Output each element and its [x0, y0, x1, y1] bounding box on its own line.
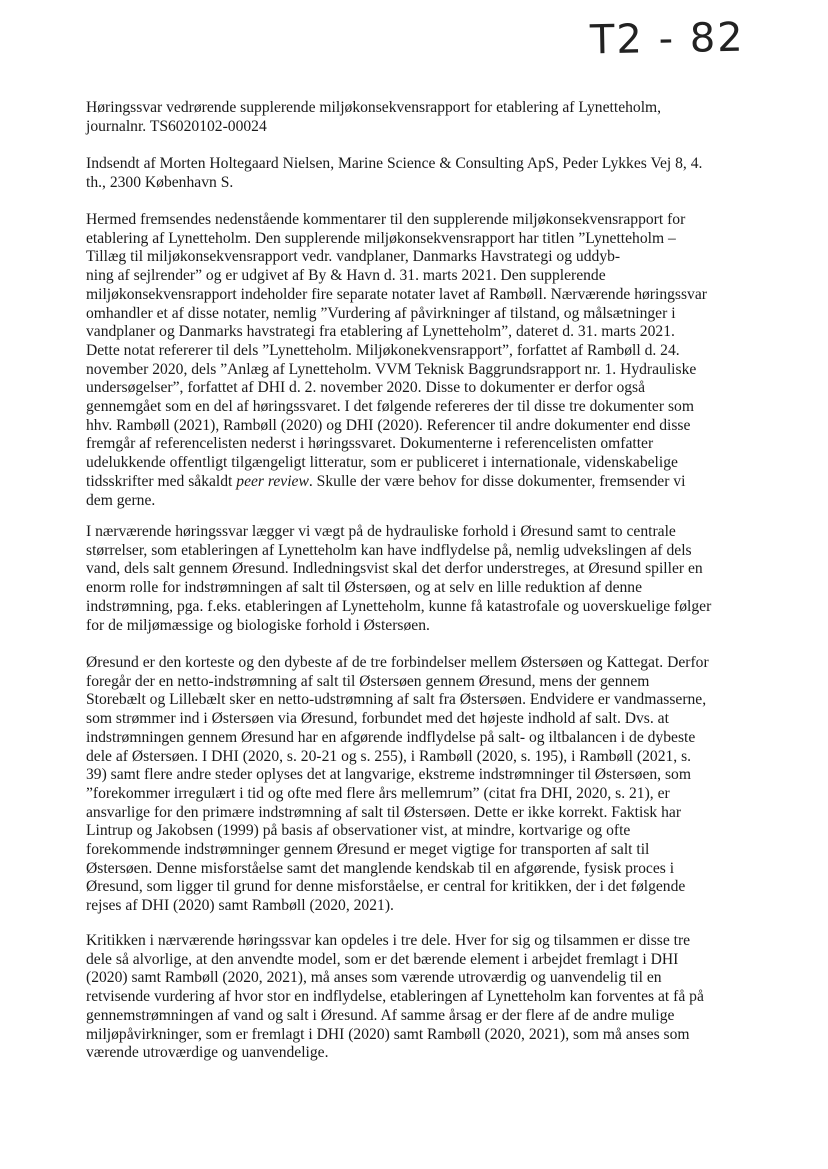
- title-block: [86, 99, 731, 136]
- text-line: Høringssvar vedrørende supplerende miljøkonsekvensrapport for etablering af Lynetteholm,: [86, 99, 662, 116]
- text-line: undersøgelser”, forfattet af DHI d. 2. november 2020. Disse to dokumenter er derfor også: [86, 379, 646, 397]
- text-line: dele så alvorlige, at den anvendte model, som er det bærende element i arbejdet fremlagt i DHI: [86, 950, 679, 968]
- text-line: th., 2300 København S.: [86, 173, 234, 191]
- text-line: Lintrup og Jakobsen (1999) på basis af observationer vist, at mindre, kortvarige og ofte: [86, 822, 631, 840]
- text-line: fremgår af referencelisten nederst i høringssvaret. Dokumenterne i referencelisten omfatter: [86, 435, 654, 453]
- text-line: gennemgået som en del af høringssvaret. I det følgende refereres der til disse tre dokumenter som: [86, 398, 694, 416]
- text-line: omhandler et af disse notater, nemlig ”Vurdering af påvirkninger af tilstand, og målsætninger i: [86, 304, 676, 322]
- text-line: for de miljømæssige og biologiske forhold i Østersøen.: [86, 616, 430, 634]
- paragraph-1: [86, 211, 731, 510]
- text-line: Øresund, som ligger til grund for denne misforståelse, er central for kritikken, der i det følgende: [86, 878, 686, 896]
- text-line: miljøpåvirkninger, som er fremlagt i DHI (2020) samt Rambøll (2020, 2021), som må anses som: [86, 1025, 690, 1043]
- text-line: ansvarlige for den primære indstrømning af salt til Østersøen. Dette er ikke korrekt. Faktisk har: [86, 803, 682, 821]
- text-line: indstrømningen gennem Øresund har en afgørende indflydelse på salt- og iltbalancen i de dybeste: [86, 728, 696, 746]
- text-line: enorm rolle for indstrømningen af salt til Østersøen, og at selv en lille reduktion af denne: [86, 579, 643, 597]
- text-line: Østersøen. Denne misforståelse samt det manglende kendskab til en afgørende, fysisk proces i: [86, 859, 675, 877]
- text-line: værende utroværdige og uanvendelige.: [86, 1044, 329, 1062]
- text-line: størrelser, som etableringen af Lynetteholm kan have indflydelse på, nemlig udvekslingen af dels: [86, 541, 692, 559]
- text-line: 39) samt flere andre steder oplyses det at langvarige, ekstreme indstrømninger til Østersøen, som: [86, 766, 691, 784]
- text-line: I nærværende høringssvar lægger vi vægt på de hydrauliske forhold i Øresund samt to centrale: [86, 523, 676, 540]
- text-line: vandplaner og Danmarks havstrategi fra etablering af Lynetteholm”, dateret d. 31. marts 2021.: [86, 323, 675, 341]
- text-line: Dette notat refererer til dels ”Lynetteholm. Miljøkonekvensrapport”, forfattet af Rambøll d. 24.: [86, 341, 680, 359]
- text-line: Hermed fremsendes nedenstående kommentarer til den supplerende miljøkonsekvensrapport for: [86, 211, 686, 228]
- text-line: tidsskrifter med såkaldt peer review. Skulle der være behov for disse dokumenter, fremsender vi: [86, 472, 686, 490]
- text-line: vand, dels salt gennem Øresund. Indledningsvist skal det derfor understreges, at Øresund spiller en: [86, 560, 703, 578]
- text-line: Storebælt og Lillebælt sker en netto-udstrømning af salt fra Østersøen. Endvidere er vandmasserne,: [86, 691, 707, 709]
- text-line: etablering af Lynetteholm. Den supplerende miljøkonsekvensrapport har titlen ”Lynetteholm –: [86, 229, 676, 247]
- text-line: (2020) samt Rambøll (2020, 2021), må anses som værende utroværdig og uanvendelig til en: [86, 969, 662, 987]
- paragraph-2: [86, 523, 731, 635]
- paragraph-3: [86, 654, 731, 916]
- text-line: miljøkonsekvensrapport indeholder fire separate notater lavet af Rambøll. Nærværende høringssvar: [86, 285, 707, 303]
- text-line: ning af sejlrender” og er udgivet af By & Havn d. 31. marts 2021. Den supplerende: [86, 267, 606, 285]
- text-line: udelukkende offentligt tilgængeligt litteratur, som er publiceret i internationale, videnskabelige: [86, 454, 678, 472]
- text-line: gennemstrømningen af vand og salt i Øresund. Af samme årsag er der flere af de andre mulige: [86, 1006, 675, 1024]
- text-line: som strømmer ind i Østersøen via Øresund, forbundet med det højeste indhold af salt. Dvs. at: [86, 710, 669, 728]
- text-line: hhv. Rambøll (2021), Rambøll (2020) og DHI (2020). Referencer til andre dokumenter end disse: [86, 416, 691, 434]
- text-line: november 2020, dels ”Anlæg af Lynetteholm. VVM Teknisk Baggrundsrapport nr. 1. Hydrauliske: [86, 360, 697, 378]
- emphasis: peer review: [236, 472, 309, 490]
- text-line: indstrømning, pga. f.eks. etableringen af Lynetteholm, kunne få katastrofale og uoverskuelige følger: [86, 597, 712, 615]
- text-line: rejses af DHI (2020) samt Rambøll (2020, 2021).: [86, 897, 394, 915]
- text-line: Øresund er den korteste og den dybeste af de tre forbindelser mellem Østersøen og Kattegat. Derfor: [86, 654, 709, 671]
- text-line: dele af Østersøen. I DHI (2020, s. 20-21 og s. 255), i Rambøll (2020, s. 195), i Rambøll (2021, s.: [86, 747, 692, 765]
- text-line: forekommende indstrømninger gennem Øresund er meget vigtige for transporten af salt til: [86, 841, 650, 859]
- sender-block: [86, 155, 731, 192]
- paragraph-4: [86, 932, 731, 1063]
- handwritten-reference: T2 - 82: [589, 14, 746, 64]
- text-line: dem gerne.: [86, 491, 156, 509]
- text-line: foregår der en netto-indstrømning af salt til Østersøen gennem Øresund, mens der gennem: [86, 672, 650, 690]
- text-line: Tillæg til miljøkonsekvensrapport vedr. vandplaner, Danmarks Havstrategi og uddyb-: [86, 248, 621, 266]
- text-line: Indsendt af Morten Holtegaard Nielsen, Marine Science & Consulting ApS, Peder Lykkes Vej 8, 4.: [86, 155, 703, 172]
- text-line: retvisende vurdering af hvor stor en indflydelse, etableringen af Lynetteholm kan forventes at få på: [86, 988, 704, 1006]
- text-line: ”forekommer irregulært i tid og ofte med flere års mellemrum” (citat fra DHI, 2020, s. 21), er: [86, 784, 670, 802]
- text-line: Kritikken i nærværende høringssvar kan opdeles i tre dele. Hver for sig og tilsammen er disse tre: [86, 932, 691, 949]
- text-line: journalnr. TS6020102-00024: [86, 117, 267, 135]
